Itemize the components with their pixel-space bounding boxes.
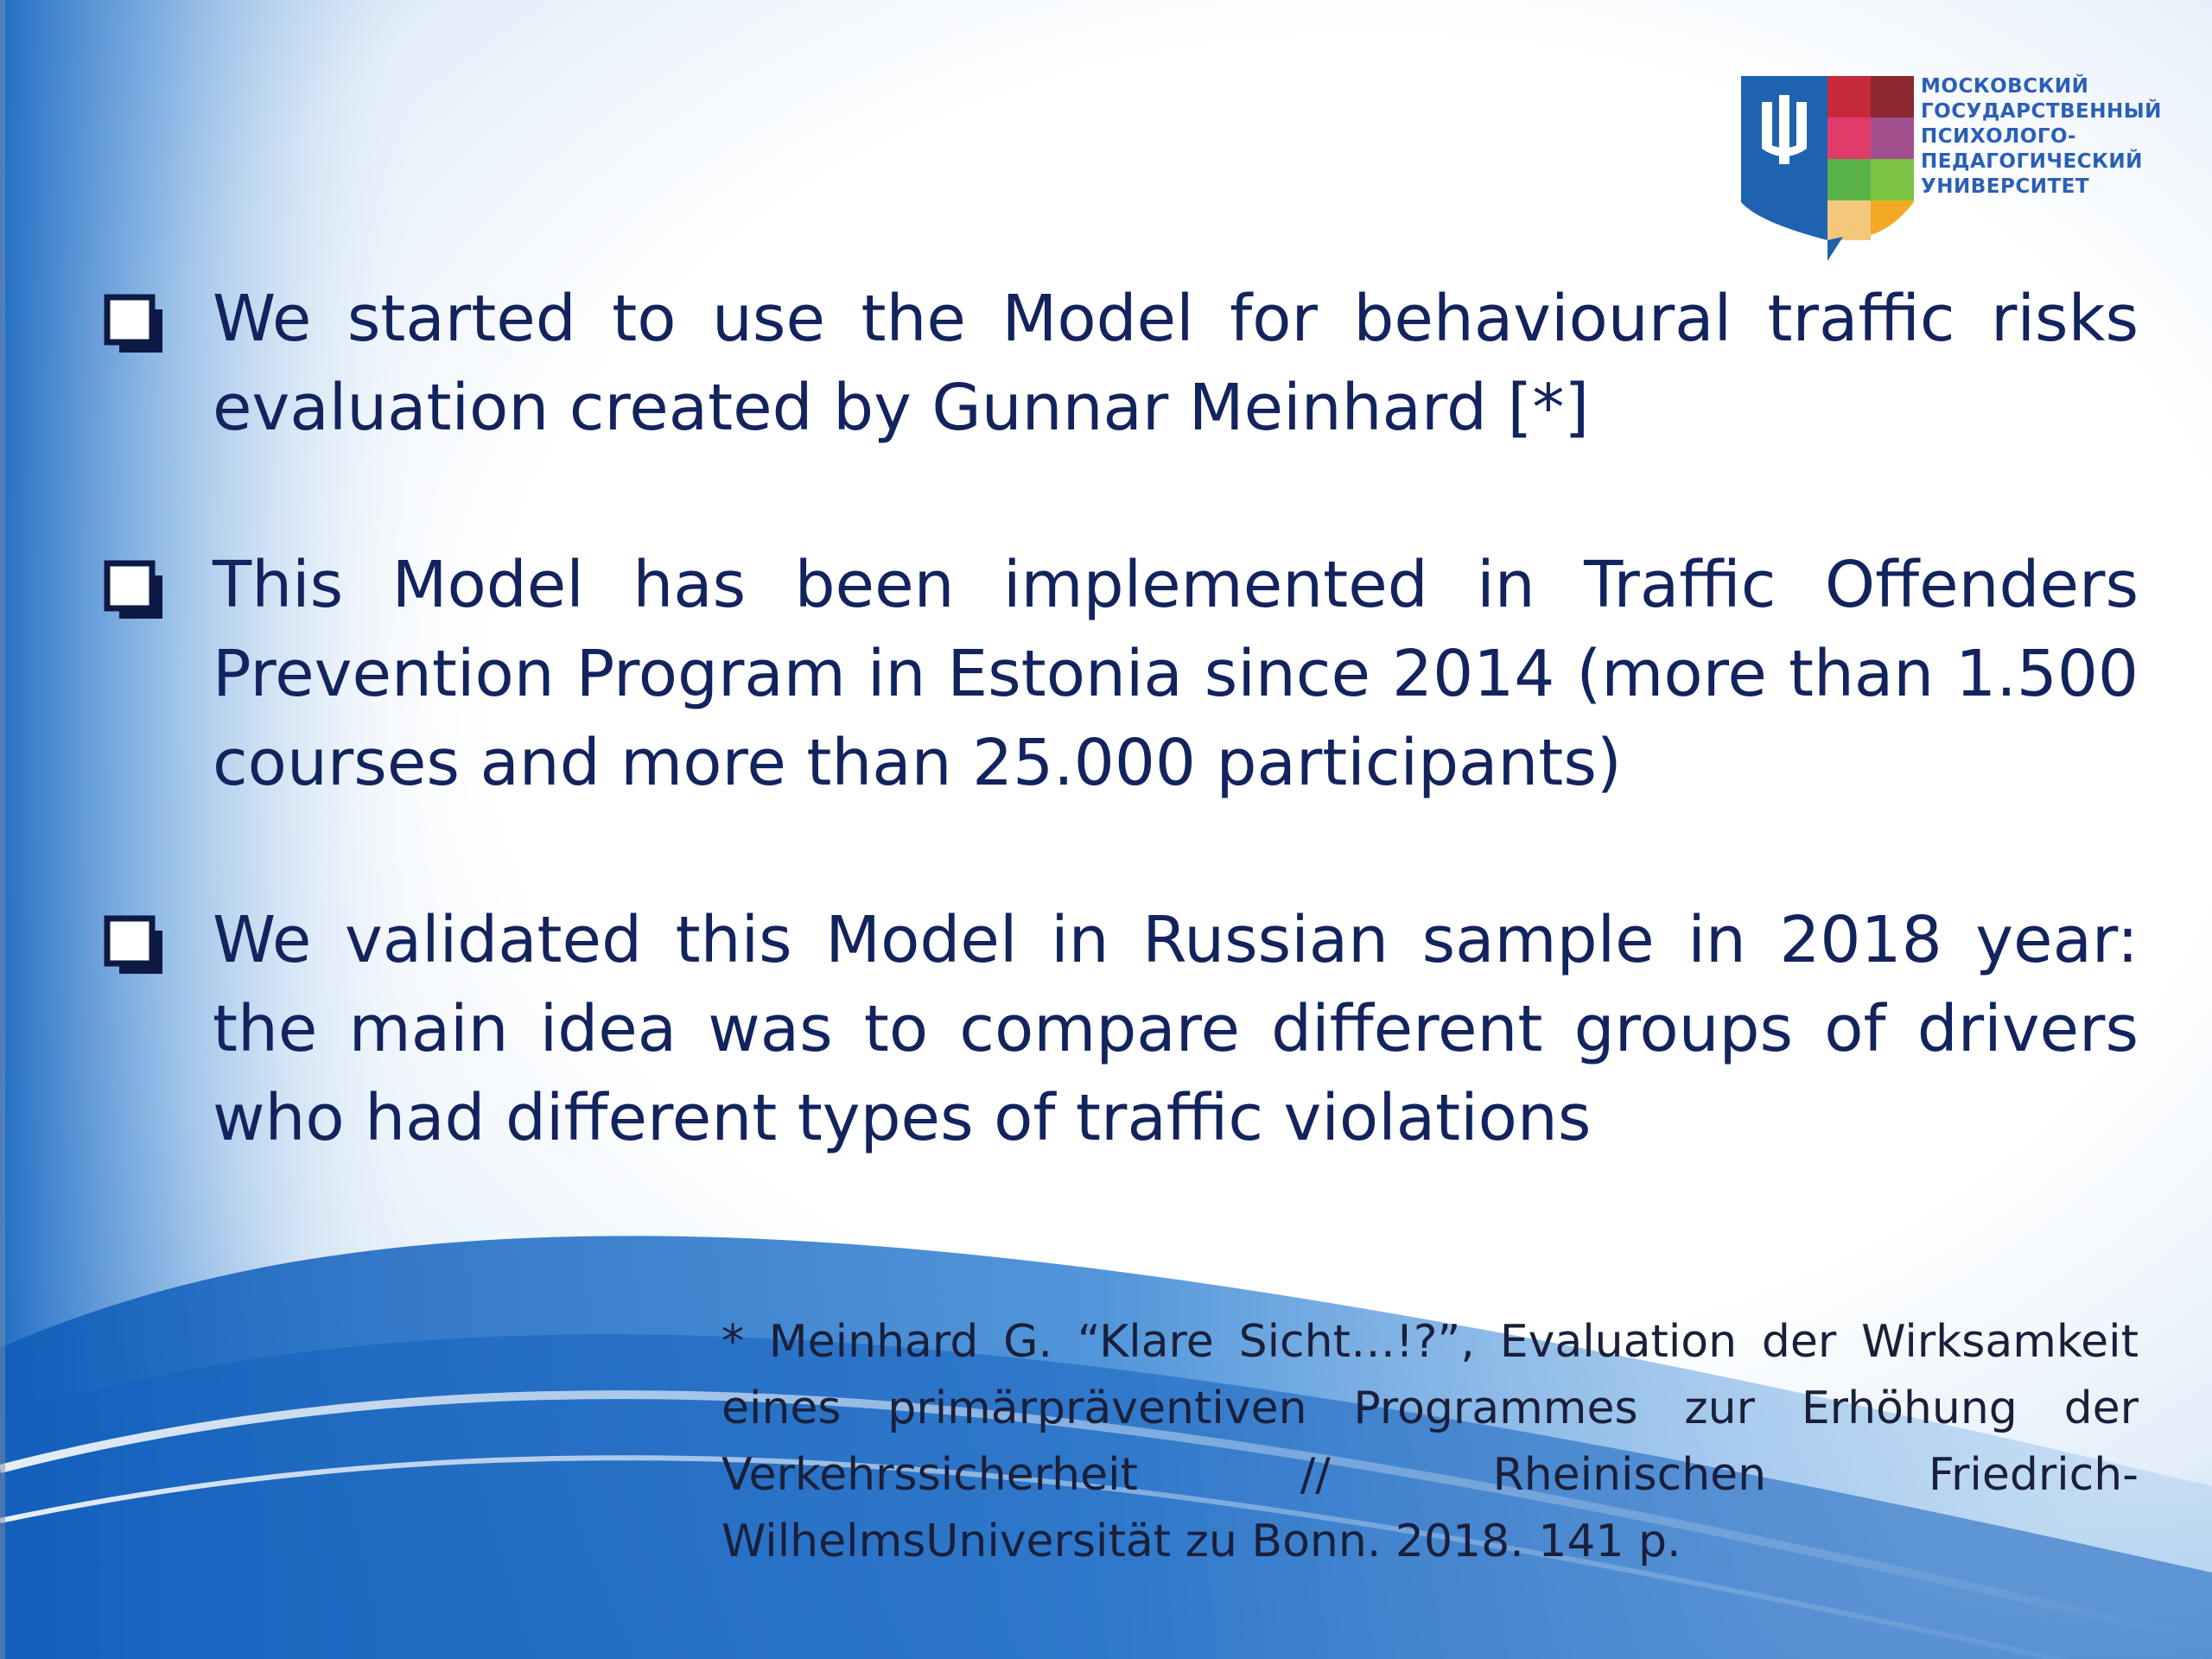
bullet-text: We started to use the Model for behavioural traffic risks evaluation created by Gunnar Meinhard [*] xyxy=(213,282,2139,445)
university-name xyxy=(1921,74,2197,200)
bullet-item xyxy=(104,541,2139,808)
university-name-line: ГОСУДАРСТВЕННЫЙ xyxy=(1921,100,2162,123)
bullet-item xyxy=(104,896,2139,1163)
university-name-line: МОСКОВСКИЙ xyxy=(1921,75,2089,98)
bullet-list xyxy=(104,275,2139,1163)
university-name-line: ПСИХОЛОГО- xyxy=(1921,125,2077,148)
university-logo-icon xyxy=(1741,76,1914,261)
university-name-line: ПЕДАГОГИЧЕСКИЙ xyxy=(1921,150,2143,173)
bullet-text: This Model has been implemented in Traffic Offenders Prevention Program in Estonia since 2014 (more than 1.500 courses and more than 25.000 participants) xyxy=(213,548,2139,800)
university-name-line: УНИВЕРСИТЕТ xyxy=(1921,175,2090,198)
bullet-item xyxy=(104,275,2139,453)
footnote-reference: * Meinhard G. “Klare Sicht…!?”, Evaluation der Wirksamkeit eines primärpräventiven Programmes zur Erhöhung der Verkehrssicherheit // Rheinischen Friedrich-WilhelmsUniversität zu Bonn. 2018. 141 p. xyxy=(721,1316,2139,1567)
checkbox-bullet-icon xyxy=(104,915,164,976)
bullet-text: We validated this Model in Russian sample in 2018 year: the main idea was to compare different groups of drivers who had different types of traffic violations xyxy=(213,903,2139,1155)
checkbox-bullet-icon xyxy=(104,294,164,354)
checkbox-bullet-icon xyxy=(104,560,164,620)
